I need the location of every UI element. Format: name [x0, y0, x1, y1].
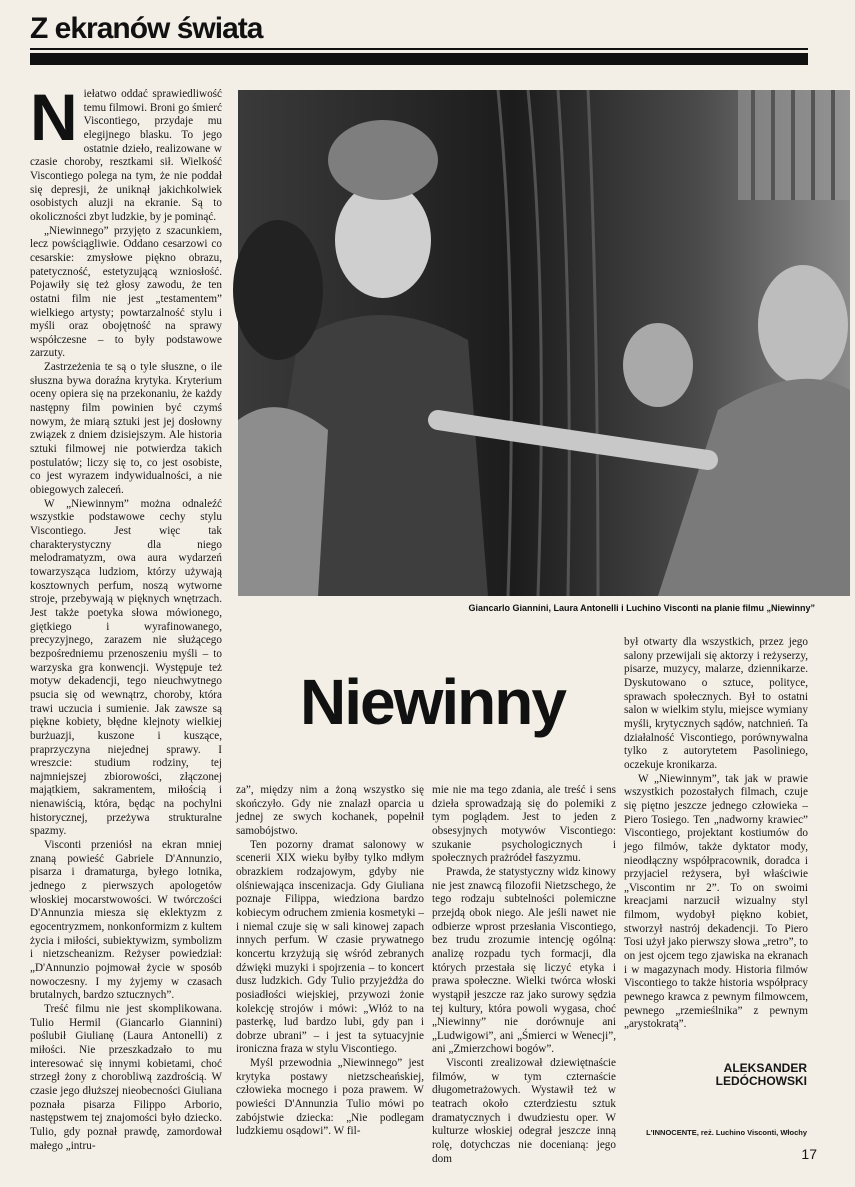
section-rule-thick — [30, 53, 808, 65]
page-number: 17 — [801, 1146, 817, 1162]
article-column-3 — [432, 784, 616, 1165]
article-paragraph: za”, między nim a żoną wszystko się skończyło. Gdy nie znalazł oparcia u jednej ze swych kochanek, popełnił samobójstwo. — [236, 784, 424, 837]
article-paragraph: Niełatwo oddać sprawiedliwość temu filmowi. Broni go śmierć Viscontiego, przydaje mu elegijnego blasku. To jego ostatnie dzieło, realizowane w czasie choroby, resztkami sił. Wielkość Viscontiego polega na tym, że nie poddał się depresji, że uniknął jakichkolwiek osobistych aluzji na ekranie. Są to okoliczności zbyt ludzkie, by je pominąć. — [30, 80, 222, 223]
article-paragraph: był otwarty dla wszystkich, przez jego salony przewijali się aktorzy i reżyserzy, pisarze, muzycy, malarze, dziennikarze. Dyskutowano o sztuce, polityce, sprawach społecznych. Był to ostatni salon w wielkim stylu, miejsce wymiany myśli, krytycznych sądów, natchnień. Ta działalność Viscontiego, porównywalna tylko z autorytetem Pasoliniego, oczekuje kronikarza. — [624, 636, 808, 771]
article-paragraph: Myśl przewodnia „Niewinnego” jest krytyka postawy nietzscheańskiej, człowieka mocnego i poza prawem. W powieści D'Annunzia Tulio mówi po zabójstwie dziecka: „Nie podlegam ludzkiemu osądowi”. W fil- — [236, 1057, 424, 1138]
author-byline — [716, 1062, 807, 1088]
article-column-1 — [30, 80, 222, 1152]
article-paragraph: Zastrzeżenia te są o tyle słuszne, o ile słuszna bywa doraźna krytyka. Kryterium oceny opiera się na przekonaniu, że każdy następny film powinien być czymś nowym, że miarą sztuki jest jej dosłowny związek z dniem dzisiejszym. Ale historia sztuki filmowej nie potwierdza takich postulatów; liczy się to, co jest osobiste, co jest wyrazem indywidualności, a nie obiegowych zaleceń. — [30, 361, 222, 497]
article-paragraph: Prawda, że statystyczny widz kinowy nie jest znawcą filozofii Nietzschego, że tego rodzaju subtelności polemiczne przejdą obok niego. Ale jeśli nawet nie odbierze wprost przesłania Viscontiego, bez trudu zrozumie intencję ogólną: analizę rozpadu tych formacji, dla których przestała się liczyć etyka i prawa społeczne. Wielki twórca włoski wystąpił jeszcze raz jako surowy sędzia tej kultury, która powoli wygasa, choć „Niewinny” nie dorównuje ani „Ludwigowi”, ani „Śmierci w Wenecji”, ani „Zmierzchowi bogów”. — [432, 865, 616, 1056]
article-paragraph: W „Niewinnym” można odnaleźć wszystkie podstawowe cechy stylu Viscontiego. Jest więc tak charakterystyczny dla niego melodramatyzm, owa aura wydarzeń towarzysząca ludziom, którzy używają kosztownych perfum, noszą wytworne stroje, przebywają w pięknych wnętrzach. Jest także poetyka słowa mówionego, giętkiego i wyrafinowanego, precyzyjnego, zarazem nie służącego bezpośredniemu przenoszeniu myśli – to warzyska gra konwencji. Występuje też motyw dekadencji, tego nieuchwytnego psucia się od wewnątrz, choroby, która trawi uczucia i sumienie. Jak zawsze są piękne kobiety, błędne klejnoty wielkiej burżuazji, kuszone i kuszące, praprzyczyna niejednej sprawy. I wreszcie: studium rodziny, tej najmniejszej zbiorowości, złączonej majątkiem, sakramentem, miłością i nienawiścią, która, będąc na pochylni historycznej, przeżywa strukturalne spazmy. — [30, 497, 222, 838]
photo-caption: Giancarlo Giannini, Laura Antonelli i Luchino Visconti na planie filmu „Niewinny” — [468, 603, 815, 613]
film-still-image — [238, 90, 850, 596]
article-paragraph: W „Niewinnym”, tak jak w prawie wszystkich pozostałych filmach, czuje się piętno jeszcze jednego człowieka – Piero Tosiego. Ten „nadworny krawiec” Viscontiego, projektant kostiumów do jego filmów, także dyktator mody, nieodłączny współpracownik, doradca i przyjaciel reżysera, był właściwie „Viscontim nr 2”. To on swoimi kreacjami narzucił wizualny styl filmom, wydobył piękno kobiet, stworzył nastrój dekadencji. To Piero Tosi użył jako pierwszy słowa „retro”, to on jest ojcem tego zjawiska na ekranach i w magazynach mody. Historia filmów Viscontiego to także historia współpracy pewnego krawca z pewnym filmowcem, pewnego „rzemieślnika” z pewnym „arystokratą”. — [624, 772, 808, 1031]
article-column-2 — [236, 784, 424, 1148]
article-paragraph: Visconti zrealizował dziewiętnaście filmów, w tym czternaście długometrażowych. Wystawił też w teatrach około czterdziestu sztuk dramatycznych i dwudziestu oper. W kulturze włoskiej odegrał jeszcze inną rolę, dotychczas nie docenianą: jego dom — [432, 1057, 616, 1165]
article-paragraph: Visconti przeniósł na ekran mniej znaną powieść Gabriele D'Annunzio, pisarza i dramaturga, byłego lotnika, jednego z pierwszych apologetów włoskiej mocarstwowości. W twórczości D'Annunzia miesza się eklektyzm z egocentryzmem, nonkonformizm z kultem życia i miłości, subiektywizm, symbolizm i nietzscheanizm. Reżyser powiedział: „D'Annunzio pojmował życie w sposób nowoczesny. I my żyjemy w czasach brutalnych, bardzo sztucznych”. — [30, 839, 222, 1002]
article-paragraph: „Niewinnego” przyjęto z szacunkiem, lecz powściągliwie. Oddano cesarzowi co cesarskie: zmysłowe piękno obrazu, patetyczność, estetyzującą wzniosłość. Pojawiły się też głosy zawodu, że ten ostatni film nie jest „testamentem” wielkiego artysty; powtarzalność stylu i myśli oraz obojętność na sprawy współczesne – to były podstawowe zarzuty. — [30, 224, 222, 360]
article-headline: Niewinny — [300, 666, 565, 738]
film-credit: L'INNOCENTE, reż. Luchino Visconti, Włochy — [646, 1128, 807, 1137]
section-title: Z ekranów świata — [30, 12, 263, 45]
article-paragraph: Ten pozorny dramat salonowy w scenerii XIX wieku byłby tylko mdłym obrazkiem rodzajowym, gdyby nie olśniewająca inscenizacja. Gdy Giuliana poznaje Filippa, wiedziona bardzo kobiecym odruchem zmienia kosmetyki – i niemal czuje się w sali kinowej zapach innych perfum. W czasie prywatnego koncertu krzyżują się wśród zebranych dźwięki muzyki i spojrzenia – to koncert dusz ludzkich. Gdy Tulio przyjeżdża do posiadłości wiejskiej, przywozi żonie kolekcję strojów i mówi: „Włóż to na pasterkę, lud bardzo lubi, gdy pan i dobrze ubrani” – i jest ta sytuacyjnie ironiczna fraza w stylu Viscontiego. — [236, 838, 424, 1056]
author-first-name: ALEKSANDER — [723, 1061, 807, 1075]
film-still-photo — [238, 90, 850, 596]
drop-cap: N — [30, 80, 78, 154]
article-column-4 — [624, 636, 808, 1048]
author-last-name: LEDÓCHOWSKI — [715, 1074, 807, 1088]
article-paragraph: Treść filmu nie jest skomplikowana. Tulio Hermil (Giancarlo Giannini) poślubił Giulianę (Laura Antonelli) z miłości. Nie przeszkadzało to mu interesować się innymi kobietami, choć strzegł żony z chorobliwą zazdrością. W czasie jego dłuższej nieobecności Giuliana poznała pisarza Filippo Arborio, następstwem tej znajomości było dziecko. Tulio, gdy poznał prawdę, zamordował małego „intru- — [30, 1002, 222, 1152]
article-paragraph: mie nie ma tego zdania, ale treść i sens dzieła sprowadzają się do polemiki z tym poglądem. Jest to jeden z obsesyjnych motywów Viscontiego: szukanie psychologicznych i społecznych prażródeł faszyzmu. — [432, 784, 616, 865]
section-rule-thin — [30, 48, 808, 50]
